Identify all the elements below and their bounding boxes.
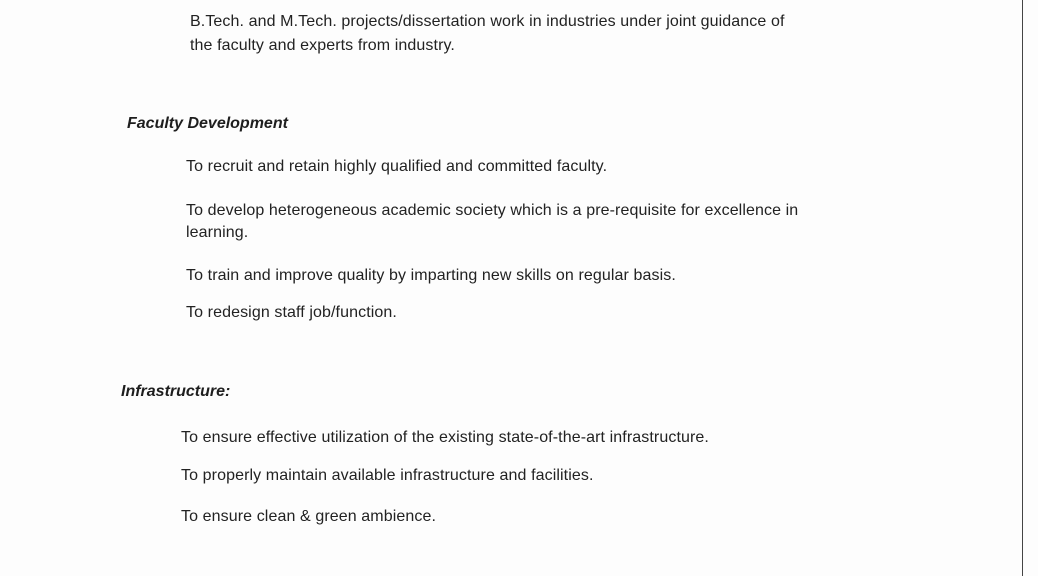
page-border-line — [1022, 0, 1023, 576]
faculty-development-heading: Faculty Development — [127, 115, 288, 132]
faculty-item-2-continued: learning. — [186, 224, 249, 241]
infrastructure-item-3: To ensure clean & green ambience. — [181, 508, 437, 525]
faculty-item-4: To redesign staff job/function. — [186, 304, 397, 321]
intro-line-1: B.Tech. and M.Tech. projects/dissertation work in industries under joint guidance of — [190, 13, 785, 30]
intro-line-2: the faculty and experts from industry. — [190, 37, 455, 54]
faculty-item-2: To develop heterogeneous academic society which is a pre-requisite for excellence in — [186, 202, 799, 219]
infrastructure-item-2: To properly maintain available infrastructure and facilities. — [181, 467, 594, 484]
faculty-item-3: To train and improve quality by imparting new skills on regular basis. — [186, 267, 676, 284]
infrastructure-heading: Infrastructure: — [121, 383, 231, 400]
infrastructure-item-1: To ensure effective utilization of the existing state-of-the-art infrastructure. — [181, 429, 709, 446]
faculty-item-1: To recruit and retain highly qualified and committed faculty. — [186, 158, 608, 175]
